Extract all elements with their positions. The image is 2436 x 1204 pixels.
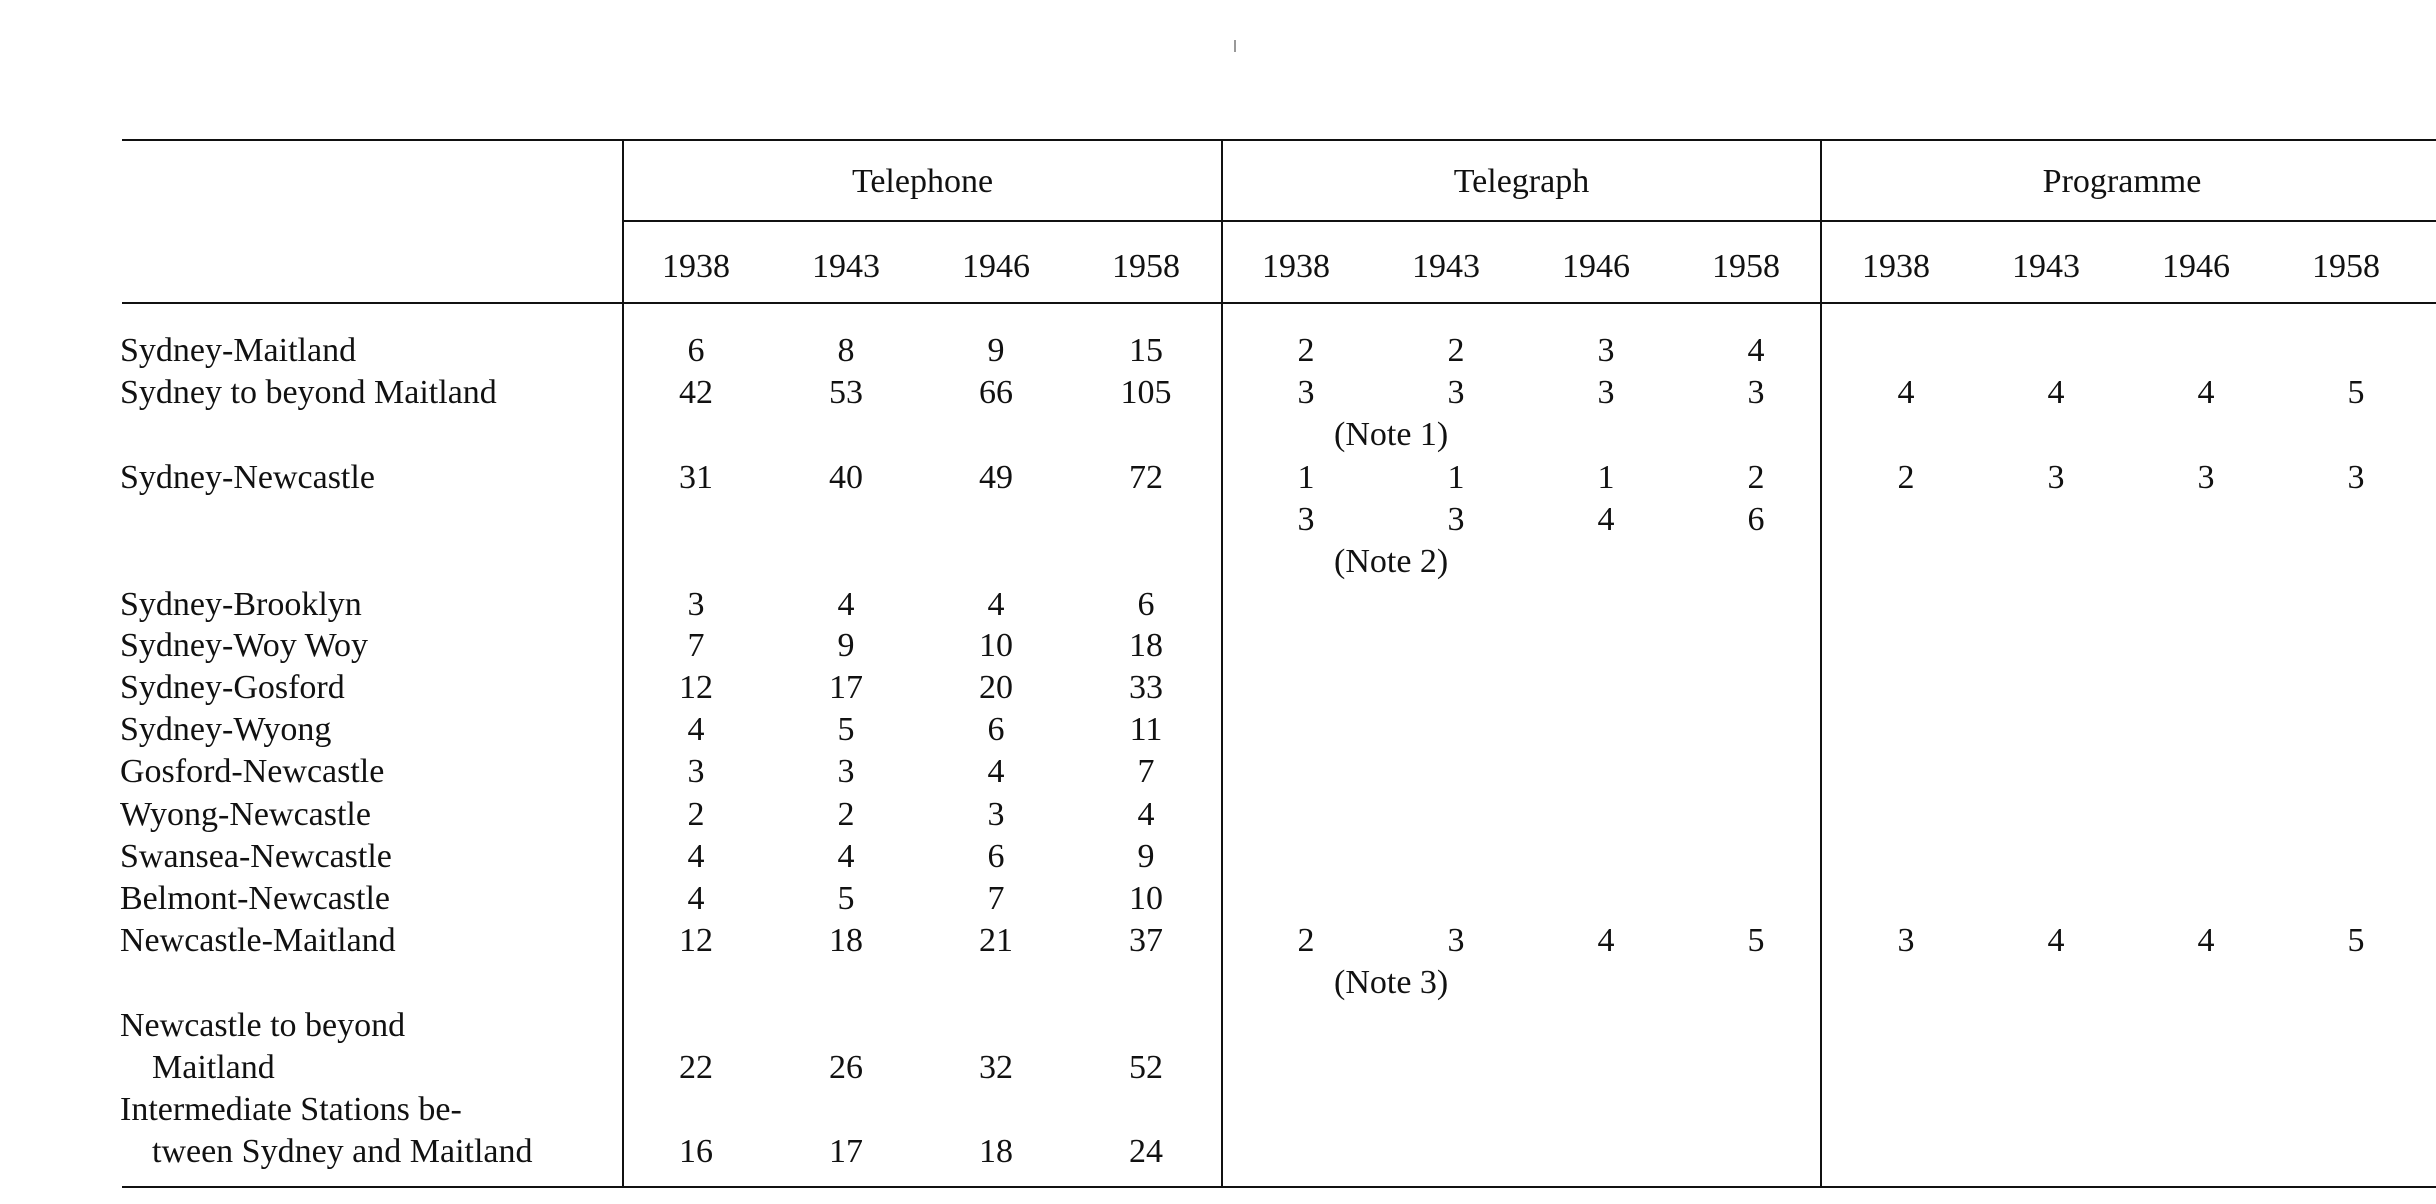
year-header: 1938 <box>1262 248 1330 285</box>
telephone-cell: 6 <box>987 838 1005 875</box>
telephone-cell: 4 <box>687 880 705 917</box>
group-header-telephone: Telephone <box>851 163 994 200</box>
telephone-cell: 12 <box>679 669 713 706</box>
telephone-cell: 105 <box>1120 374 1172 411</box>
telegraph-programme-divider <box>1820 139 1822 1188</box>
telephone-cell: 12 <box>679 922 713 959</box>
telephone-cell: 66 <box>979 374 1013 411</box>
telephone-cell: 4 <box>837 586 855 623</box>
row-label: Intermediate Stations be- <box>120 1091 462 1128</box>
telegraph-cell: 3 <box>1747 374 1765 411</box>
scan-speck <box>1234 40 1236 52</box>
telephone-cell: 6 <box>987 711 1005 748</box>
telephone-cell: 9 <box>1137 838 1155 875</box>
telephone-cell: 26 <box>829 1049 863 1086</box>
telephone-cell: 9 <box>837 627 855 664</box>
programme-cell: 4 <box>2197 374 2215 411</box>
telephone-cell: 11 <box>1129 711 1163 748</box>
telegraph-note: (Note 1) <box>1334 416 1449 453</box>
programme-cell: 4 <box>2047 922 2065 959</box>
row-label: Sydney-Maitland <box>120 332 357 369</box>
programme-cell: 3 <box>1897 922 1915 959</box>
row-label: Sydney-Brooklyn <box>120 586 362 623</box>
telephone-cell: 3 <box>687 586 705 623</box>
telegraph-cell: 1 <box>1297 459 1315 496</box>
telephone-telegraph-divider <box>1221 139 1223 1188</box>
year-header: 1958 <box>1712 248 1780 285</box>
telephone-cell: 24 <box>1129 1133 1163 1170</box>
programme-cell: 3 <box>2347 459 2365 496</box>
telephone-cell: 6 <box>1137 586 1155 623</box>
telephone-cell: 33 <box>1129 669 1163 706</box>
row-label: Sydney-Wyong <box>120 711 332 748</box>
telephone-cell: 4 <box>837 838 855 875</box>
row-label: Sydney-Woy Woy <box>120 627 368 664</box>
telephone-cell: 8 <box>837 332 855 369</box>
row-label: Sydney-Newcastle <box>120 459 375 496</box>
telephone-cell: 32 <box>979 1049 1013 1086</box>
telephone-cell: 18 <box>1129 627 1163 664</box>
telephone-cell: 17 <box>829 1133 863 1170</box>
year-header: 1946 <box>962 248 1030 285</box>
programme-cell: 2 <box>1897 459 1915 496</box>
telephone-cell: 7 <box>687 627 705 664</box>
stub-divider <box>622 139 624 1188</box>
year-header-rule <box>122 302 2436 304</box>
telephone-cell: 4 <box>987 586 1005 623</box>
year-header: 1946 <box>1562 248 1630 285</box>
telegraph-cell: 3 <box>1597 332 1615 369</box>
telegraph-cell: 6 <box>1747 501 1765 538</box>
telegraph-cell: 5 <box>1747 922 1765 959</box>
row-label: Gosford-Newcastle <box>120 753 385 790</box>
year-header: 1943 <box>2012 248 2080 285</box>
telephone-cell: 17 <box>829 669 863 706</box>
telephone-cell: 10 <box>979 627 1013 664</box>
telephone-cell: 40 <box>829 459 863 496</box>
telephone-cell: 7 <box>987 880 1005 917</box>
telephone-cell: 3 <box>687 753 705 790</box>
year-header: 1958 <box>2312 248 2380 285</box>
telephone-cell: 4 <box>687 838 705 875</box>
group-header-telegraph: Telegraph <box>1453 163 1590 200</box>
telegraph-cell: 4 <box>1747 332 1765 369</box>
telephone-cell: 6 <box>687 332 705 369</box>
group-header-programme: Programme <box>2042 163 2202 200</box>
programme-cell: 5 <box>2347 922 2365 959</box>
telegraph-note: (Note 3) <box>1334 964 1449 1001</box>
telephone-cell: 4 <box>987 753 1005 790</box>
bottom-rule <box>122 1186 2436 1188</box>
programme-cell: 4 <box>2047 374 2065 411</box>
row-label-continuation: Maitland <box>152 1049 275 1086</box>
row-label: Newcastle to beyond <box>120 1007 406 1044</box>
telephone-cell: 49 <box>979 459 1013 496</box>
telegraph-note: (Note 2) <box>1334 543 1449 580</box>
telegraph-cell: 4 <box>1597 922 1615 959</box>
telephone-cell: 5 <box>837 711 855 748</box>
telephone-cell: 37 <box>1129 922 1163 959</box>
top-rule <box>122 139 2436 141</box>
telegraph-cell: 2 <box>1297 922 1315 959</box>
telegraph-cell: 1 <box>1597 459 1615 496</box>
telephone-cell: 53 <box>829 374 863 411</box>
telephone-cell: 21 <box>979 922 1013 959</box>
telephone-cell: 52 <box>1129 1049 1163 1086</box>
telephone-cell: 16 <box>679 1133 713 1170</box>
programme-cell: 4 <box>2197 922 2215 959</box>
telephone-cell: 42 <box>679 374 713 411</box>
telephone-cell: 5 <box>837 880 855 917</box>
telephone-cell: 3 <box>987 796 1005 833</box>
telephone-cell: 18 <box>829 922 863 959</box>
telegraph-cell: 4 <box>1597 501 1615 538</box>
row-label: Sydney-Gosford <box>120 669 345 706</box>
row-label: Swansea-Newcastle <box>120 838 392 875</box>
programme-cell: 5 <box>2347 374 2365 411</box>
telegraph-cell: 3 <box>1297 374 1315 411</box>
telephone-cell: 10 <box>1129 880 1163 917</box>
programme-cell: 4 <box>1897 374 1915 411</box>
telegraph-cell: 2 <box>1297 332 1315 369</box>
year-header: 1938 <box>662 248 730 285</box>
year-header: 1946 <box>2162 248 2230 285</box>
row-label: Belmont-Newcastle <box>120 880 391 917</box>
telephone-cell: 31 <box>679 459 713 496</box>
telephone-cell: 2 <box>687 796 705 833</box>
telephone-cell: 18 <box>979 1133 1013 1170</box>
row-label: Sydney to beyond Maitland <box>120 374 497 411</box>
telephone-cell: 9 <box>987 332 1005 369</box>
telephone-cell: 2 <box>837 796 855 833</box>
telephone-cell: 20 <box>979 669 1013 706</box>
year-header: 1943 <box>812 248 880 285</box>
telephone-cell: 22 <box>679 1049 713 1086</box>
programme-cell: 3 <box>2197 459 2215 496</box>
telephone-cell: 3 <box>837 753 855 790</box>
programme-cell: 3 <box>2047 459 2065 496</box>
telegraph-cell: 2 <box>1447 332 1465 369</box>
row-label: Newcastle-Maitland <box>120 922 396 959</box>
telephone-cell: 72 <box>1129 459 1163 496</box>
telegraph-cell: 3 <box>1597 374 1615 411</box>
year-header: 1958 <box>1112 248 1180 285</box>
group-header-rule <box>622 220 2436 222</box>
year-header: 1943 <box>1412 248 1480 285</box>
telegraph-cell: 2 <box>1747 459 1765 496</box>
telephone-cell: 7 <box>1137 753 1155 790</box>
telegraph-cell: 1 <box>1447 459 1465 496</box>
telegraph-cell: 3 <box>1297 501 1315 538</box>
row-label-continuation: tween Sydney and Maitland <box>152 1133 533 1170</box>
telephone-cell: 4 <box>687 711 705 748</box>
telegraph-cell: 3 <box>1447 374 1465 411</box>
row-label: Wyong-Newcastle <box>120 796 371 833</box>
telephone-cell: 15 <box>1129 332 1163 369</box>
year-header: 1938 <box>1862 248 1930 285</box>
telegraph-cell: 3 <box>1447 922 1465 959</box>
telephone-cell: 4 <box>1137 796 1155 833</box>
telegraph-cell: 3 <box>1447 501 1465 538</box>
